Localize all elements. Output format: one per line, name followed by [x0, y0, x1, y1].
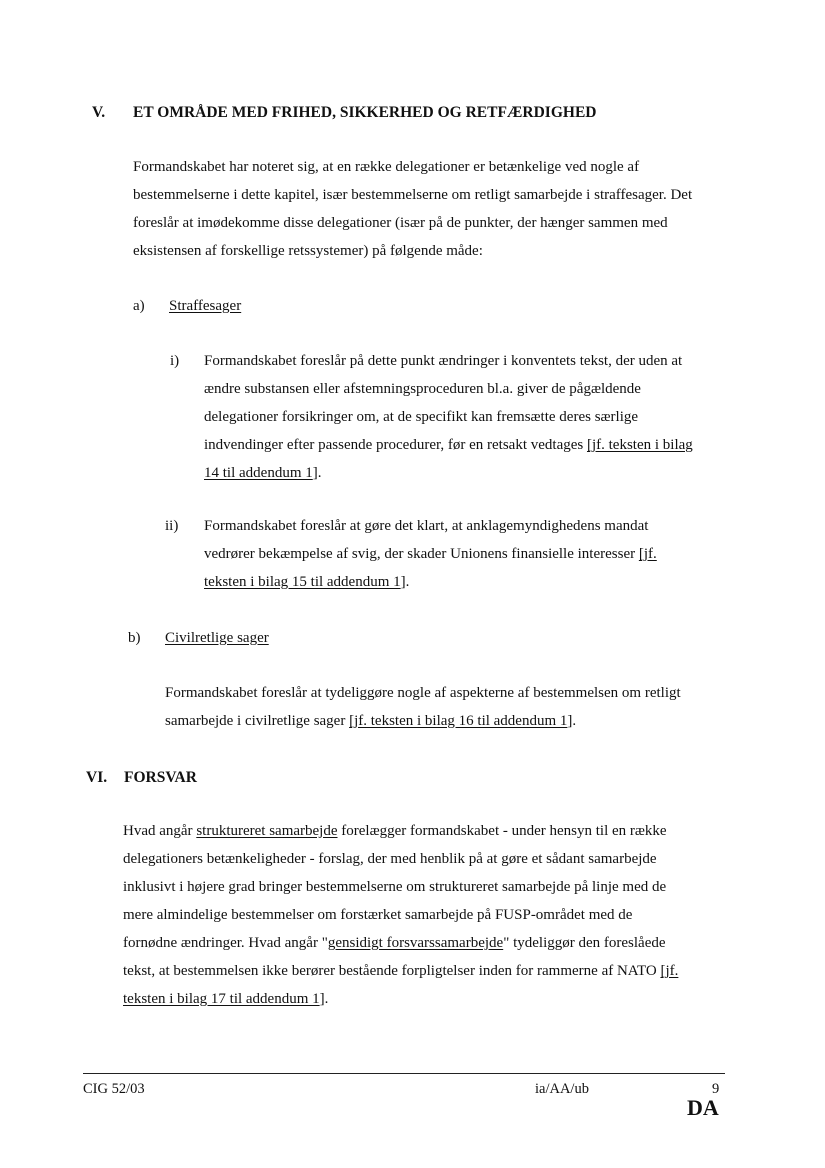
item-ii-label: ii) — [165, 518, 179, 534]
section-6-number: VI. — [86, 769, 108, 786]
item-b-label: b) — [128, 630, 141, 646]
forsvar-line-5 — [123, 935, 666, 952]
intro-line-4: eksistensen af forskellige retssystemer) på følgende måde: — [133, 243, 483, 259]
item-i-line-5-text: ]. — [312, 465, 322, 481]
intro-line-3: foreslår at imødekomme disse delegationer (især på de punkter, der hænger sammen med — [133, 215, 668, 231]
intro-line-1: Formandskabet har noteret sig, at en række delegationer er betænkelige ved nogle af — [133, 159, 640, 175]
item-ii-reference-link-cont[interactable]: teksten i bilag 15 til addendum 1 — [204, 574, 401, 590]
forsvar-line-1-text: Hvad angår — [123, 823, 197, 839]
item-ii-line-3-text: ]. — [400, 574, 410, 590]
footer-rule — [83, 1073, 725, 1074]
struktureret-samarbejde-term: struktureret samarbejde — [196, 823, 338, 839]
footer-page-number: 9 — [712, 1081, 720, 1097]
forsvar-line-2: delegationers betænkeligheder - forslag, der med henblik på at gøre et sådant samarbejde — [123, 851, 657, 867]
item-i-line-4-text: indvendinger efter passende procedurer, før en retsakt vedtages — [204, 437, 587, 453]
footer-initials: ia/AA/ub — [535, 1081, 589, 1097]
forsvar-reference-link-cont[interactable]: teksten i bilag 17 til addendum 1 — [123, 991, 320, 1007]
item-b-line-2-text: samarbejde i civilretlige sager — [165, 713, 350, 729]
gensidigt-forsvarssamarbejde-term: gensidigt forsvarssamarbejde — [327, 935, 504, 951]
forsvar-line-6 — [123, 963, 678, 980]
item-a-title: Straffesager — [169, 298, 242, 314]
forsvar-line-4: mere almindelige bestemmelser om forstærket samarbejde på FUSP-området med de — [123, 907, 633, 923]
item-i-label: i) — [170, 353, 180, 369]
item-b-line-2-end: ]. — [567, 713, 577, 729]
section-5-title: ET OMRÅDE MED FRIHED, SIKKERHED OG RETFÆRDIGHED — [133, 104, 597, 121]
item-i-line-2: ændre substansen eller afstemningsproceduren bl.a. giver de pågældende — [204, 381, 641, 397]
forsvar-line-7 — [123, 991, 328, 1008]
footer-language-code: DA — [687, 1095, 719, 1120]
intro-line-2: bestemmelserne i dette kapitel, især bestemmelserne om retligt samarbejde i straffesager. Det — [133, 187, 693, 203]
section-5-number: V. — [92, 104, 106, 121]
item-b-reference-link[interactable]: [jf. teksten i bilag 16 til addendum 1 — [349, 713, 568, 729]
section-6-title: FORSVAR — [124, 769, 197, 786]
item-a-label: a) — [133, 298, 145, 314]
forsvar-line-1-end: forelægger formandskabet - under hensyn til en række — [337, 823, 667, 839]
item-ii-line-1: Formandskabet foreslår at gøre det klart, at anklagemyndighedens mandat — [204, 518, 649, 534]
item-b-line-2 — [165, 713, 576, 730]
item-b-line-1: Formandskabet foreslår at tydeliggøre nogle af aspekterne af bestemmelsen om retligt — [165, 685, 681, 701]
item-b-title: Civilretlige sager — [165, 630, 269, 646]
forsvar-line-5-end: " tydeliggør den foreslåede — [503, 935, 666, 951]
forsvar-line-7-end: ]. — [319, 991, 329, 1007]
item-i-line-5 — [204, 465, 322, 482]
item-ii-line-2 — [204, 546, 657, 563]
item-ii-line-3 — [204, 574, 409, 591]
item-i-line-1: Formandskabet foreslår på dette punkt ændringer i konventets tekst, der uden at — [204, 353, 683, 369]
footer-doc-ref: CIG 52/03 — [83, 1081, 145, 1097]
forsvar-reference-link[interactable]: [jf. — [660, 963, 679, 979]
forsvar-line-1 — [123, 823, 667, 840]
item-i-reference-link[interactable]: [jf. teksten i bilag — [586, 437, 693, 453]
item-i-line-3: delegationer forsikringer om, at de specifikt kan fremsætte deres særlige — [204, 409, 639, 425]
item-ii-reference-link[interactable]: [jf. — [638, 546, 657, 562]
forsvar-line-5-text: fornødne ændringer. Hvad angår " — [123, 935, 328, 951]
item-i-reference-link-cont[interactable]: 14 til addendum 1 — [204, 465, 313, 481]
forsvar-line-6-text: tekst, at bestemmelsen ikke berører bestående forpligtelser inden for rammerne af NATO — [123, 963, 661, 979]
item-ii-line-2-text: vedrører bekæmpelse af svig, der skader Unionens finansielle interesser — [204, 546, 639, 562]
forsvar-line-3: inklusivt i højere grad bringer bestemmelserne om struktureret samarbejde på linje med de — [123, 879, 667, 895]
item-i-line-4 — [204, 437, 693, 454]
